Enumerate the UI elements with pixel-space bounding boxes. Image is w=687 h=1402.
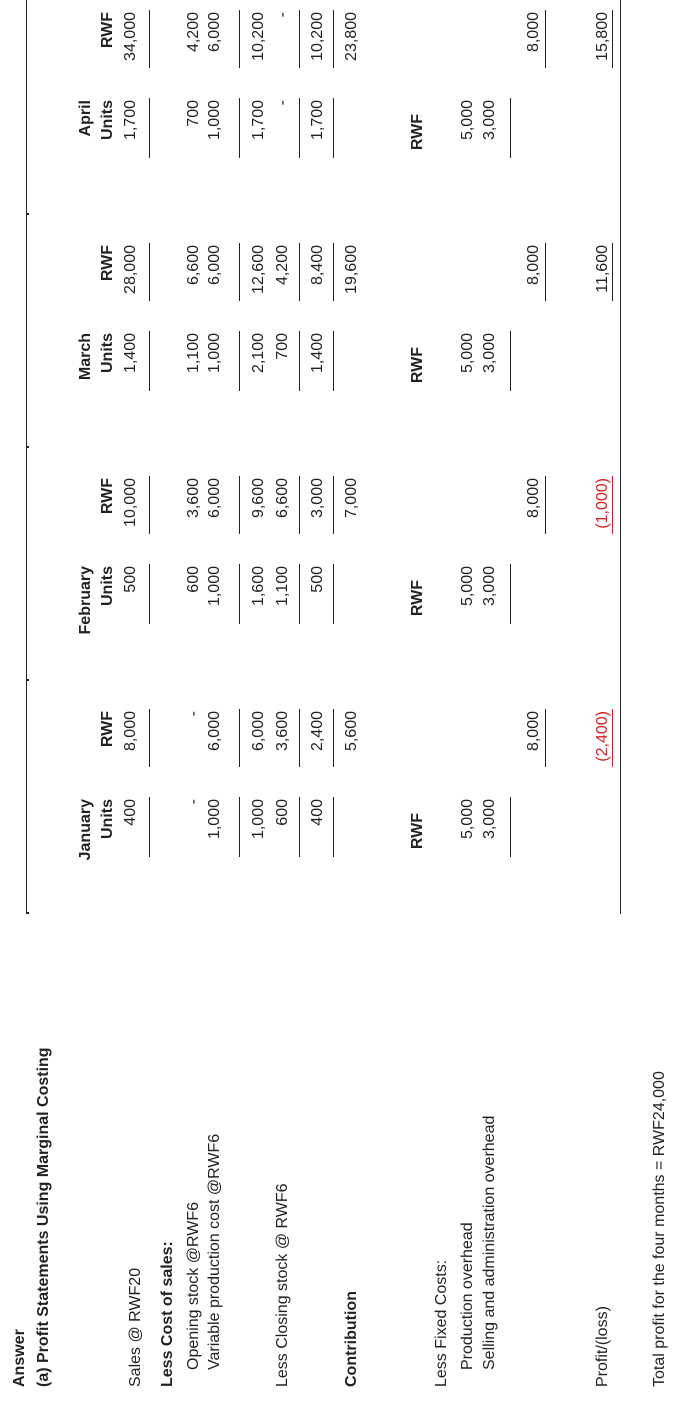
rule-line: [510, 98, 511, 158]
rule-line: [239, 797, 240, 857]
rule-line: [333, 797, 334, 857]
rule-line: [620, 448, 621, 681]
rule-line: [239, 10, 240, 68]
rule-line: [149, 564, 150, 624]
units-header: Units: [99, 566, 116, 606]
rule-line: [26, 448, 27, 681]
fixed-rwf-header: RWF: [409, 813, 426, 850]
cost-of-sales-rwf: 2,400: [309, 711, 326, 752]
profit-value: (1,000): [594, 478, 611, 529]
rule-line: [620, 215, 621, 448]
opening-units: -: [185, 799, 202, 805]
opening-units: 700: [185, 100, 202, 127]
variable-rwf: 6,000: [206, 711, 223, 752]
subtotal-rwf: 10,200: [250, 12, 267, 61]
contribution-value: 5,600: [343, 711, 360, 752]
selling-overhead-value: 3,000: [481, 566, 498, 607]
rule-line: [612, 243, 613, 301]
subtotal-units: 1,600: [250, 566, 267, 607]
rule-line: [149, 476, 150, 534]
opening-rwf: -: [185, 711, 202, 717]
sales-rwf: 8,000: [122, 711, 139, 752]
label-closing-stock: Less Closing stock @ RWF6: [274, 1183, 291, 1387]
rule-line: [299, 98, 300, 158]
label-contribution: Contribution: [343, 1291, 360, 1387]
profit-value: 15,800: [594, 12, 611, 61]
rule-line: [26, 0, 27, 215]
rule-line: [149, 331, 150, 391]
month-name: January: [77, 799, 94, 861]
units-header: Units: [99, 333, 116, 373]
label-selling-overhead: Selling and administration overhead: [481, 1115, 498, 1370]
rule-line: [333, 331, 334, 391]
variable-units: 1,000: [206, 333, 223, 374]
cost-of-sales-units: 500: [309, 566, 326, 593]
rule-line: [299, 331, 300, 391]
rule-line: [333, 98, 334, 158]
closing-units: -: [274, 100, 291, 106]
profit-value: (2,400): [594, 711, 611, 762]
subtotal-units: 1,700: [250, 100, 267, 141]
variable-rwf: 6,000: [206, 478, 223, 519]
opening-rwf: 4,200: [185, 12, 202, 53]
subtotal-units: 2,100: [250, 333, 267, 374]
rule-line: [545, 10, 546, 68]
block-separator: [26, 679, 29, 681]
label-sales: Sales @ RWF20: [127, 1267, 144, 1387]
production-overhead-value: 5,000: [459, 333, 476, 374]
rwf-header: RWF: [99, 711, 116, 748]
rwf-header: RWF: [99, 245, 116, 282]
closing-rwf: -: [274, 12, 291, 18]
rule-line: [149, 797, 150, 857]
contribution-value: 19,600: [343, 245, 360, 294]
block-separator: [26, 213, 29, 215]
rule-line: [510, 564, 511, 624]
fixed-rwf-header: RWF: [409, 347, 426, 384]
cost-of-sales-rwf: 3,000: [309, 478, 326, 519]
variable-rwf: 6,000: [206, 245, 223, 286]
month-name: April: [77, 100, 94, 137]
rule-line: [620, 0, 621, 215]
rule-line: [510, 331, 511, 391]
label-opening-stock: Opening stock @RWF6: [185, 1201, 202, 1370]
closing-units: 700: [274, 333, 291, 360]
rule-line: [299, 797, 300, 857]
selling-overhead-value: 3,000: [481, 333, 498, 374]
cost-of-sales-units: 400: [309, 799, 326, 826]
opening-rwf: 3,600: [185, 478, 202, 519]
label-less-cost: Less Cost of sales:: [159, 1241, 176, 1387]
month-name: March: [77, 333, 94, 381]
production-overhead-value: 5,000: [459, 799, 476, 840]
label-variable-cost: Variable production cost @RWF6: [206, 1133, 223, 1370]
sales-rwf: 34,000: [122, 12, 139, 61]
cost-of-sales-rwf: 8,400: [309, 245, 326, 286]
rule-line: [333, 476, 334, 534]
rule-line: [26, 215, 27, 448]
rule-line: [612, 10, 613, 68]
sales-rwf: 28,000: [122, 245, 139, 294]
subtotal-units: 1,000: [250, 799, 267, 840]
total-profit-note: Total profit for the four months = RWF24,000: [651, 1071, 668, 1387]
rule-line: [299, 10, 300, 68]
opening-units: 1,100: [185, 333, 202, 374]
opening-rwf: 6,600: [185, 245, 202, 286]
fixed-total-value: 8,000: [525, 245, 542, 286]
fixed-total-value: 8,000: [525, 478, 542, 519]
rule-line: [620, 681, 621, 914]
closing-rwf: 4,200: [274, 245, 291, 286]
rule-line: [239, 98, 240, 158]
variable-units: 1,000: [206, 100, 223, 141]
sales-rwf: 10,000: [122, 478, 139, 527]
opening-units: 600: [185, 566, 202, 593]
rule-line: [333, 709, 334, 767]
rule-line: [239, 331, 240, 391]
rule-line: [239, 243, 240, 301]
rule-line: [149, 10, 150, 68]
rule-line: [149, 243, 150, 301]
rule-line: [333, 10, 334, 68]
rule-line: [239, 476, 240, 534]
cost-of-sales-units: 1,700: [309, 100, 326, 141]
rule-line: [612, 709, 613, 767]
rule-line: [299, 476, 300, 534]
profit-value: 11,600: [594, 245, 611, 293]
variable-units: 1,000: [206, 566, 223, 607]
rule-line: [299, 709, 300, 767]
label-profit: Profit/(loss): [594, 1306, 611, 1387]
cost-of-sales-rwf: 10,200: [309, 12, 326, 61]
units-header: Units: [99, 100, 116, 140]
closing-rwf: 3,600: [274, 711, 291, 752]
variable-rwf: 6,000: [206, 12, 223, 53]
fixed-rwf-header: RWF: [409, 114, 426, 151]
rule-line: [239, 709, 240, 767]
rule-line: [545, 709, 546, 767]
fixed-total-value: 8,000: [525, 711, 542, 752]
rule-line: [545, 243, 546, 301]
cost-of-sales-units: 1,400: [309, 333, 326, 374]
rwf-header: RWF: [99, 478, 116, 515]
sales-units: 500: [122, 566, 139, 593]
rule-line: [299, 243, 300, 301]
fixed-total-value: 8,000: [525, 12, 542, 53]
subtotal-rwf: 6,000: [250, 711, 267, 752]
rule-line: [299, 564, 300, 624]
rule-line: [333, 243, 334, 301]
rwf-header: RWF: [99, 12, 116, 49]
production-overhead-value: 5,000: [459, 566, 476, 607]
block-separator: [26, 912, 29, 914]
block-separator: [26, 446, 29, 448]
month-name: February: [77, 566, 94, 635]
label-less-fixed: Less Fixed Costs:: [433, 1259, 450, 1387]
subtotal-rwf: 9,600: [250, 478, 267, 519]
rule-line: [149, 98, 150, 158]
statement-title: (a) Profit Statements Using Marginal Costing: [35, 1047, 52, 1387]
sales-units: 1,700: [122, 100, 139, 141]
rule-line: [26, 681, 27, 914]
rule-line: [149, 709, 150, 767]
closing-units: 600: [274, 799, 291, 826]
variable-units: 1,000: [206, 799, 223, 840]
sales-units: 400: [122, 799, 139, 826]
subtotal-rwf: 12,600: [250, 245, 267, 294]
production-overhead-value: 5,000: [459, 100, 476, 141]
rule-line: [612, 476, 613, 534]
contribution-value: 23,800: [343, 12, 360, 61]
selling-overhead-value: 3,000: [481, 100, 498, 141]
label-production-overhead: Production overhead: [459, 1222, 476, 1370]
rule-line: [333, 564, 334, 624]
closing-rwf: 6,600: [274, 478, 291, 519]
rule-line: [545, 476, 546, 534]
rule-line: [239, 564, 240, 624]
fixed-rwf-header: RWF: [409, 580, 426, 617]
rule-line: [510, 797, 511, 857]
contribution-value: 7,000: [343, 478, 360, 519]
selling-overhead-value: 3,000: [481, 799, 498, 840]
closing-units: 1,100: [274, 566, 291, 607]
units-header: Units: [99, 799, 116, 839]
answer-heading: Answer: [11, 1329, 28, 1387]
sales-units: 1,400: [122, 333, 139, 374]
